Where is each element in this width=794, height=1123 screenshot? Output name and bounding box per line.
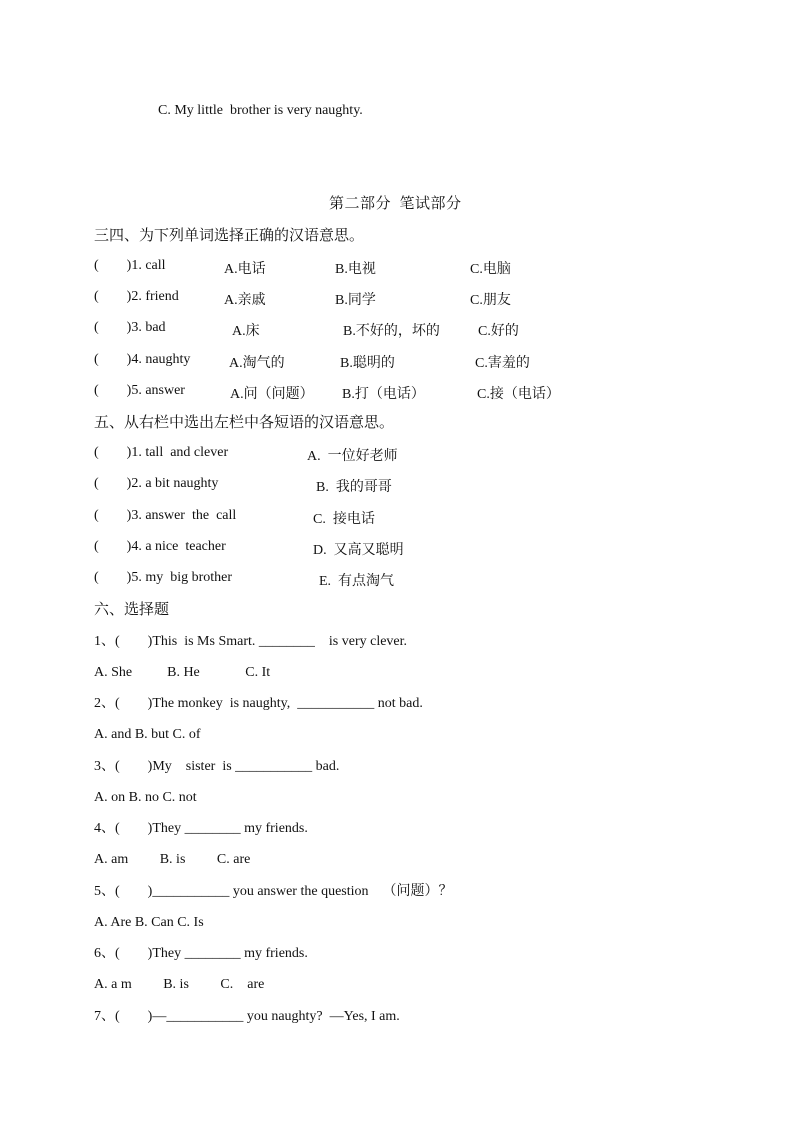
options-line: A. She B. He C. It bbox=[94, 665, 271, 680]
option-a: A.亲戚 bbox=[224, 293, 266, 308]
option-a: A.床 bbox=[232, 324, 260, 339]
option-b: B.不好的，坏的 bbox=[343, 324, 440, 339]
question-item: ( )5. answer bbox=[94, 383, 185, 398]
options-line: A. and B. but C. of bbox=[94, 727, 201, 742]
option-c: C.好的 bbox=[478, 324, 519, 339]
option-b: B.电视 bbox=[335, 262, 376, 277]
option-c: C.害羞的 bbox=[475, 356, 530, 371]
option-a: A.电话 bbox=[224, 262, 266, 277]
question-item: ( )1. call bbox=[94, 258, 166, 273]
section-5-heading: 五、从右栏中选出左栏中各短语的汉语意思。 bbox=[94, 415, 395, 431]
options-line: A. on B. no C. not bbox=[94, 790, 197, 805]
section-34-heading: 三四、为下列单词选择正确的汉语意思。 bbox=[94, 228, 365, 244]
option-b: B.打（电话） bbox=[342, 387, 425, 402]
question-line: 4、( )They ________ my friends. bbox=[94, 821, 308, 836]
question-line: 1、( )This is Ms Smart. ________ is very clever. bbox=[94, 634, 408, 649]
question-item: ( )2. friend bbox=[94, 289, 179, 304]
option-c: C.朋友 bbox=[470, 293, 511, 308]
part-title: 第二部分 笔试部分 bbox=[329, 196, 462, 212]
question-line: 6、( )They ________ my friends. bbox=[94, 946, 308, 961]
option-a: A.问（问题） bbox=[230, 387, 314, 402]
phrase-item: ( )3. answer the call bbox=[94, 508, 237, 523]
question-item: ( )3. bad bbox=[94, 320, 166, 335]
phrase-answer: B. 我的哥哥 bbox=[316, 480, 392, 495]
phrase-answer: A. 一位好老师 bbox=[307, 449, 398, 464]
section-6-heading: 六、选择题 bbox=[94, 602, 170, 618]
question-line: 7、( )—___________ you naughty? —Yes, I am. bbox=[94, 1009, 400, 1024]
option-b: B.同学 bbox=[335, 293, 376, 308]
phrase-item: ( )2. a bit naughty bbox=[94, 476, 219, 491]
phrase-item: ( )5. my big brother bbox=[94, 570, 233, 585]
option-a: A.淘气的 bbox=[229, 356, 285, 371]
phrase-answer: D. 又高又聪明 bbox=[313, 543, 404, 558]
options-line: A. Are B. Can C. Is bbox=[94, 915, 204, 930]
question-line: 5、( )___________ you answer the question （问题）？ bbox=[94, 884, 453, 899]
phrase-item: ( )1. tall and clever bbox=[94, 445, 229, 460]
option-c: C.接（电话） bbox=[477, 387, 560, 402]
question-line: 3、( )My sister is ___________ bad. bbox=[94, 759, 340, 774]
intro-option-line: C. My little brother is very naughty. bbox=[158, 103, 363, 118]
question-line: 2、( )The monkey is naughty, ___________ not bad. bbox=[94, 696, 423, 711]
question-item: ( )4. naughty bbox=[94, 352, 191, 367]
phrase-answer: C. 接电话 bbox=[313, 512, 375, 527]
phrase-item: ( )4. a nice teacher bbox=[94, 539, 226, 554]
option-c: C.电脑 bbox=[470, 262, 511, 277]
options-line: A. am B. is C. are bbox=[94, 852, 251, 867]
options-line: A. a m B. is C. are bbox=[94, 977, 265, 992]
option-b: B.聪明的 bbox=[340, 356, 395, 371]
phrase-answer: E. 有点淘气 bbox=[319, 574, 395, 589]
